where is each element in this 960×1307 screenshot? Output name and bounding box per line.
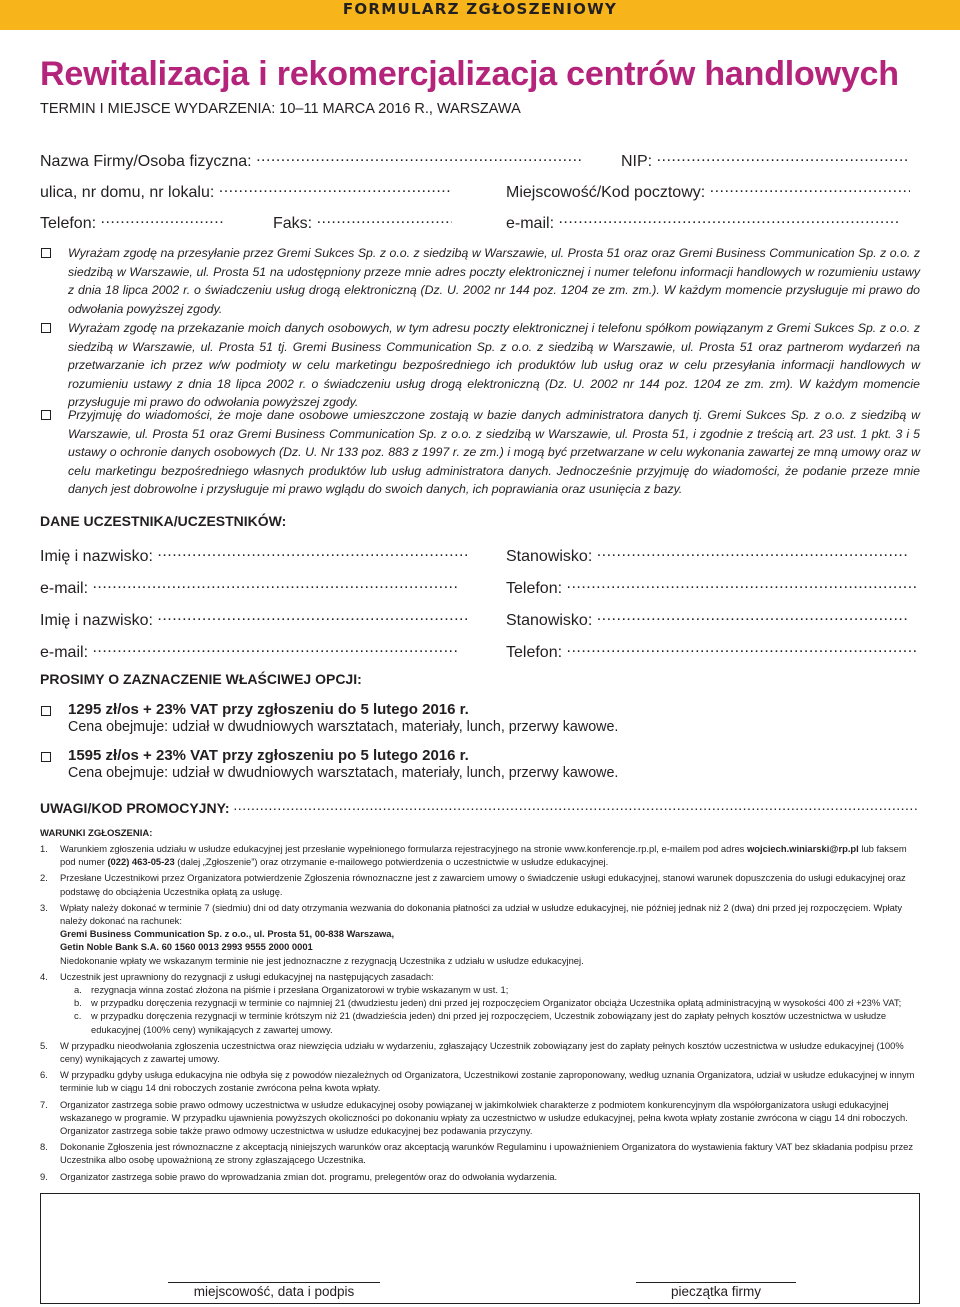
page-title: Rewitalizacja i rekomercjalizacja centrów handlowych bbox=[40, 55, 899, 93]
phone-label: Telefon: bbox=[40, 215, 97, 232]
option-2-title: 1595 zł/os + 23% VAT przy zgłoszeniu po 5 lutego 2016 r. bbox=[68, 747, 469, 764]
city-label: Miejscowość/Kod pocztowy: bbox=[506, 184, 706, 201]
street-field[interactable] bbox=[40, 179, 451, 202]
participants-heading: DANE UCZESTNIKA/UCZESTNIKÓW: bbox=[40, 513, 287, 529]
signature-place-label: miejscowość, data i podpis bbox=[193, 1284, 355, 1299]
promo-dots bbox=[233, 797, 917, 813]
term-5-text: W przypadku nieodwołania zgłoszenia uczestnictwa oraz niewzięcia udziału w wydarzeniu, zgłaszający Uczestnik zobowiązany jest do zapłaty pełnych kosztów uczestnictwa w usłudze edukacyjnej (100% ceny) wynikających z zawartej umowy. bbox=[60, 1039, 904, 1065]
participant-1-email-dots bbox=[92, 575, 458, 593]
options-heading: PROSIMY O ZAZNACZENIE WŁAŚCIWEJ OPCJI: bbox=[40, 671, 362, 687]
term-4b-letter: b. bbox=[74, 997, 82, 1009]
term-4b-text: w przypadku doręczenia rezygnacji w terminie co najmniej 21 (dwudziestu jeden) dni przed jej rozpoczęciem Organizator obciąża Uczestnika opłatą administracyjną w wysokości 400 zł +23% VAT; bbox=[91, 997, 902, 1009]
participant-2-position-field[interactable] bbox=[506, 607, 909, 630]
participant-1-position-field[interactable] bbox=[506, 543, 909, 566]
street-label: ulica, nr domu, nr lokalu: bbox=[40, 184, 215, 201]
participant-1-name-field[interactable] bbox=[40, 543, 469, 566]
term-9 bbox=[40, 1170, 920, 1183]
company-email-label: e-mail: bbox=[506, 215, 555, 232]
term-4c-text: w przypadku doręczenia rezygnacji w terminie krótszym niż 21 (dwadzieścia jeden) dni przed jej rozpoczęciem, Uczestnik zobowiązany jest do zapłaty pełnych kosztów uczestnictwa w usłudze edukacyjnej (100% ceny) wynikających z zawartej umowy. bbox=[91, 1010, 887, 1035]
participant-2-phone-field[interactable] bbox=[506, 639, 919, 662]
option-1-desc: Cena obejmuje: udział w dwudniowych warsztatach, materiały, lunch, przerwy kawowe. bbox=[68, 719, 619, 735]
company-name-field[interactable] bbox=[40, 148, 582, 171]
participant-2-phone-label: Telefon: bbox=[506, 644, 563, 661]
term-7-text: Organizator zastrzega sobie prawo odmowy uczestnictwa w usłudze edukacyjnej osoby powiązanej w jakimkolwiek charakterze z podmiotem konkurencyjnym dla współorganizatora usługi edukacyjnej wskazanego w programie. W przypadku ujawnienia powyższych okoliczności po dokonaniu wpłaty za uczestnictwo w usłudze edukacyjnej, pełna kwota wpłaty zostanie zwrócona w ciągu 14 dni roboczych. Organizator zastrzega sobie także prawo odmowy uczestnictwa w usłudze edukacyjnej bez podawania przyczyny. bbox=[60, 1098, 908, 1137]
consent-2-checkbox[interactable] bbox=[41, 323, 51, 333]
stamp-label: pieczątka firmy bbox=[670, 1284, 762, 1299]
option-1-checkbox[interactable] bbox=[41, 706, 51, 716]
term-4c-letter: c. bbox=[74, 1010, 82, 1022]
signature-line bbox=[168, 1282, 380, 1283]
term-1-number: 1. bbox=[40, 843, 48, 854]
participant-2-position-label: Stanowisko: bbox=[506, 612, 593, 629]
city-dots bbox=[710, 179, 910, 197]
participant-2-name-field[interactable] bbox=[40, 607, 469, 630]
term-4-text: Uczestnik jest uprawniony do rezygnacji z usługi edukacyjnej na następujących zasadach: bbox=[60, 970, 434, 982]
phone-dots bbox=[101, 210, 223, 228]
nip-field[interactable] bbox=[621, 148, 907, 171]
term-1-text-a: Warunkiem zgłoszenia udziału w usłudze edukacyjnej jest przesłanie wypełnionego formularza rejestracyjnego na stronie www.konferencje.rp.pl, e-mailem pod adres bbox=[60, 843, 745, 854]
participant-1-phone-dots bbox=[567, 575, 919, 593]
term-8-text: Dokonanie Zgłoszenia jest równoznaczne z akceptacją niniejszych warunków oraz akceptacją warunków Regulaminu i upoważnieniem Organizatora do wystawienia faktury VAT bez składania podpisu przez Uczestnika albo osobę upoważnioną ze strony zgłaszającego Uczestnika. bbox=[60, 1141, 914, 1166]
term-3-tail: Niedokonanie wpłaty we wskazanym terminie nie jest jednoznaczne z rezygnacją Uczestnika z udziału w usłudze edukacyjnej. bbox=[60, 954, 584, 966]
term-4 bbox=[40, 970, 920, 1036]
street-dots bbox=[219, 179, 451, 197]
company-name-dots bbox=[256, 148, 582, 166]
consent-1-checkbox[interactable] bbox=[41, 248, 51, 258]
terms-heading: WARUNKI ZGŁOSZENIA: bbox=[40, 828, 153, 839]
term-1-fax: (022) 463-05-23 bbox=[107, 856, 175, 868]
term-2-number: 2. bbox=[40, 872, 48, 884]
term-8 bbox=[40, 1140, 920, 1166]
term-4c bbox=[60, 1009, 920, 1035]
term-6-text: W przypadku gdyby usługa edukacyjna nie odbyła się z powodów niezależnych od Organizatora, Uczestnikowi zostanie zaproponowany, według uznania Organizatora, udział w usłudze edukacyjnej w innym terminie lub w ciągu 14 dni roboczych zostanie zwrócona pełna kwota wpłaty. bbox=[60, 1069, 915, 1094]
option-2-checkbox[interactable] bbox=[41, 752, 51, 762]
participant-2-position-dots bbox=[597, 607, 909, 625]
stamp-line bbox=[636, 1282, 796, 1283]
term-4a-text: rezygnacja winna zostać złożona na piśmie i przesłana Organizatorowi w trybie wskazanym w ust. 1; bbox=[91, 984, 509, 996]
participant-2-phone-dots bbox=[567, 639, 919, 657]
consent-3-checkbox[interactable] bbox=[41, 410, 51, 420]
participant-2-name-dots bbox=[157, 607, 469, 625]
fax-label: Faks: bbox=[273, 215, 313, 232]
term-1-text-c: (dalej „Zgłoszenie”) oraz otrzymanie e-mailowego potwierdzenia o uczestnictwie w usłudze edukacyjnej. bbox=[174, 856, 609, 868]
option-1-title: 1295 zł/os + 23% VAT przy zgłoszeniu do 5 lutego 2016 r. bbox=[68, 701, 469, 718]
participant-1-phone-field[interactable] bbox=[506, 575, 919, 598]
term-6-number: 6. bbox=[40, 1069, 48, 1081]
fax-dots bbox=[317, 210, 452, 228]
phone-field[interactable] bbox=[40, 210, 223, 233]
term-9-text: Organizator zastrzega sobie prawo do wprowadzania zmian dot. programu, prelegentów oraz do odwołania wydarzenia. bbox=[60, 1170, 558, 1182]
bank-account-holder: Gremi Business Communication Sp. z o.o., ul. Prosta 51, 00-838 Warszawa, bbox=[60, 928, 395, 940]
participant-1-email-label: e-mail: bbox=[40, 580, 89, 597]
participant-1-email-field[interactable] bbox=[40, 575, 458, 598]
terms-list bbox=[40, 842, 920, 1183]
fax-field[interactable] bbox=[273, 210, 452, 233]
term-3-number: 3. bbox=[40, 901, 48, 913]
company-name-label: Nazwa Firmy/Osoba fizyczna: bbox=[40, 153, 252, 170]
term-2 bbox=[40, 871, 920, 897]
event-date-place: TERMIN I MIEJSCE WYDARZENIA: 10–11 MARCA 2016 R., WARSZAWA bbox=[40, 101, 521, 117]
promo-label: UWAGI/KOD PROMOCYJNY: bbox=[40, 800, 230, 816]
term-4b bbox=[60, 996, 920, 1009]
term-1-text-b: lub faksem pod numer bbox=[60, 843, 907, 868]
participant-2-email-label: e-mail: bbox=[40, 644, 89, 661]
term-1 bbox=[40, 842, 920, 868]
consent-1-text: Wyrażam zgodę na przesyłanie przez Gremi Sukces Sp. z o.o. z siedzibą w Warszawie, ul. Prosta 51 oraz oraz Gremi Business Communication Sp. z o.o. z siedzibą w Warszawie, ul. Prosta 51 na udostępniony przeze mnie adres poczty elektronicznej i numer telefonu informacji handlowych w rozumieniu ustawy z dnia 18 lipca 2002 r. o świadczeniu usług drogą elektroniczną (Dz. U. 2002 nr 144 poz. 1204 ze zm. zm.). W każdym momencie przysługuje mi prawo do odwołania powyższej zgody. bbox=[68, 246, 920, 316]
term-2-text: Przesłane Uczestnikowi przez Organizatora potwierdzenie Zgłoszenia równoznaczne jest z zawarciem umowy o świadczenie usługi edukacyjnej, stanowi warunek dopuszczenia do usługi edukacyjnej oraz podstawę do obciążenia Uczestnika opłatą za usługę. bbox=[60, 872, 906, 897]
option-2-desc: Cena obejmuje: udział w dwudniowych warsztatach, materiały, lunch, przerwy kawowe. bbox=[68, 765, 619, 781]
participant-2-email-field[interactable] bbox=[40, 639, 458, 662]
promo-field[interactable] bbox=[40, 797, 917, 816]
term-7-number: 7. bbox=[40, 1098, 48, 1110]
term-6 bbox=[40, 1068, 920, 1094]
participant-2-email-dots bbox=[92, 639, 458, 657]
form-header-label: FORMULARZ ZGŁOSZENIOWY bbox=[342, 0, 618, 18]
nip-label: NIP: bbox=[621, 153, 653, 170]
participant-1-name-dots bbox=[157, 543, 469, 561]
participant-2-name-label: Imię i nazwisko: bbox=[40, 612, 153, 629]
consent-2-text: Wyrażam zgodę na przekazanie moich danych osobowych, w tym adresu poczty elektronicznej i telefonu spółkom powiązanym z Gremi Sukces Sp. z o.o. z siedzibą w Warszawie, ul. Prosta 51 tj. Gremi Business Communication Sp. z o.o. z siedzibą w Warszawie, ul. Prosta 51 oraz partnerom wydarzeń na przetwarzanie ich przez w/w podmioty w celu marketingu bezpośredniego ich produktów lub usług oraz w celu przesyłania informacji handlowych w rozumieniu ustawy z dnia 18 lipca 2002 r. o świadczeniu usług drogą elektroniczną (Dz. U. 2002 nr 144 poz. 1204 ze zm. zm). W każdym momencie przysługuje mi prawo do odwołania powyższej zgody. bbox=[68, 321, 920, 410]
term-8-number: 8. bbox=[40, 1141, 48, 1153]
participant-1-phone-label: Telefon: bbox=[506, 580, 563, 597]
term-3-text: Wpłaty należy dokonać w terminie 7 (siedmiu) dni od daty otrzymania wezwania do dokonania płatności za udział w usłudze edukacyjnej, nie później jednak niż 2 (dwa) dni przed jej rozpoczęciem. Wpłaty należy dokonać na rachunek: bbox=[60, 901, 903, 927]
bank-account-number: Getin Noble Bank S.A. 60 1560 0013 2993 9555 2000 0001 bbox=[60, 941, 313, 953]
term-5 bbox=[40, 1039, 920, 1065]
participant-1-position-dots bbox=[597, 543, 909, 561]
participant-1-position-label: Stanowisko: bbox=[506, 548, 593, 565]
term-4-number: 4. bbox=[40, 970, 48, 982]
term-4a bbox=[60, 983, 920, 996]
consent-3-text: Przyjmuję do wiadomości, że moje dane osobowe umieszczone zostają w bazie danych administratora danych tj. Gremi Sukces Sp. z o.o. z siedzibą w Warszawie, ul. Prosta 51 oraz Gremi Business Communication Sp. z o.o. z siedzibą w Warszawie, ul. Prosta 51, i zgodnie z treścią art. 23 ust. 1 pkt. 3 i 5 ustawy o ochronie danych osobowych (Dz. U. Nr 133 poz. 883 z 1997 r. ze zm.) i mogą być przetwarzane w celu wykonania zawartej ze mną umowy oraz w celu marketingu bezpośredniego własnych produktów lub usług administratora danych. Jednocześnie przyjmuję do wiadomości, że podanie przeze mnie danych jest dobrowolne i przysługuje mi prawo wglądu do swoich danych, ich poprawiania oraz usunięcia z bazy. bbox=[68, 408, 920, 497]
city-field[interactable] bbox=[506, 179, 910, 202]
term-1-email[interactable]: wojciech.winiarski@rp.pl bbox=[746, 843, 859, 854]
term-7 bbox=[40, 1098, 920, 1138]
term-3 bbox=[40, 901, 920, 967]
term-9-number: 9. bbox=[40, 1170, 48, 1182]
company-email-dots bbox=[558, 210, 898, 228]
nip-dots bbox=[657, 148, 907, 166]
term-4a-letter: a. bbox=[74, 984, 82, 996]
term-5-number: 5. bbox=[40, 1039, 48, 1051]
participant-1-name-label: Imię i nazwisko: bbox=[40, 548, 153, 565]
company-email-field[interactable] bbox=[506, 210, 898, 233]
